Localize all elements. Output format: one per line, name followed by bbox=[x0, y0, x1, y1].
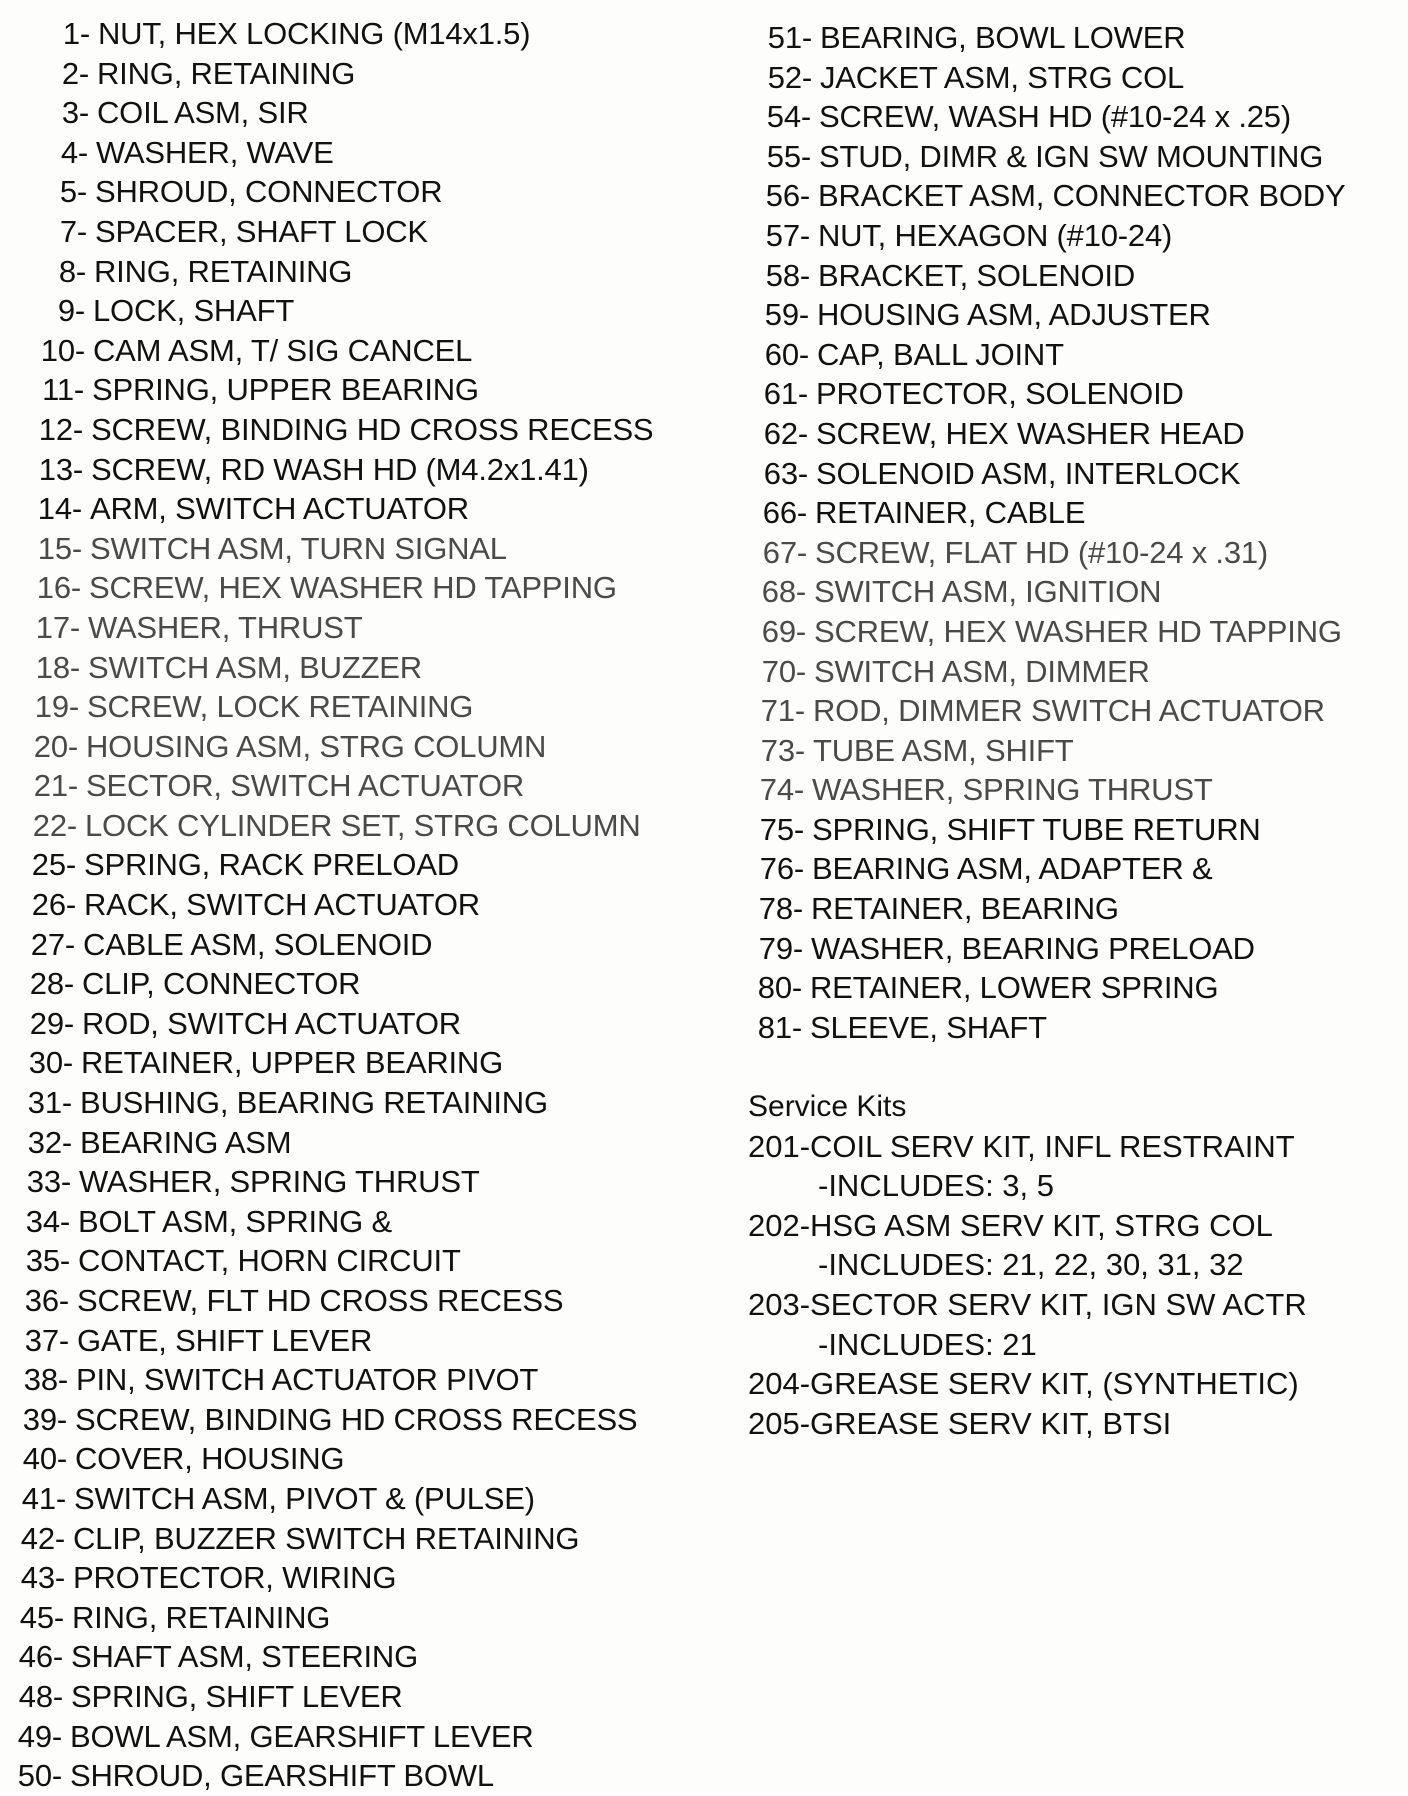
part-row bbox=[748, 968, 1398, 1008]
part-description: BRACKET ASM, CONNECTOR BODY bbox=[818, 178, 1346, 214]
service-kit-description: COIL SERV KIT, INFL RESTRAINT bbox=[810, 1128, 1295, 1164]
part-number: 49- bbox=[17, 1718, 62, 1754]
part-description: PROTECTOR, WIRING bbox=[73, 1560, 397, 1596]
part-row bbox=[14, 252, 734, 292]
part-number: 3- bbox=[61, 95, 89, 131]
part-number: 31- bbox=[27, 1085, 72, 1121]
part-number: 18- bbox=[35, 649, 80, 685]
part-row bbox=[748, 770, 1398, 810]
part-description: GATE, SHIFT LEVER bbox=[77, 1322, 373, 1358]
part-row bbox=[14, 648, 734, 688]
part-number: 5- bbox=[59, 174, 87, 210]
part-description: RETAINER, UPPER BEARING bbox=[81, 1045, 504, 1081]
service-kits-list bbox=[748, 1127, 1398, 1444]
part-description: BRACKET, SOLENOID bbox=[818, 257, 1136, 293]
part-row bbox=[14, 1400, 734, 1440]
part-row bbox=[14, 1202, 734, 1242]
service-kit-number: 201- bbox=[748, 1128, 811, 1164]
part-description: NUT, HEXAGON (#10-24) bbox=[818, 217, 1173, 253]
part-description: WASHER, SPRING THRUST bbox=[79, 1164, 480, 1200]
part-number: 56- bbox=[765, 178, 810, 214]
part-description: BEARING ASM bbox=[80, 1124, 292, 1160]
part-description: NUT, HEX LOCKING (M14x1.5) bbox=[98, 16, 531, 51]
part-row bbox=[748, 454, 1398, 494]
part-row bbox=[14, 1281, 734, 1321]
part-row bbox=[14, 766, 734, 806]
part-number: 36- bbox=[24, 1283, 69, 1318]
part-description: BOWL ASM, GEARSHIFT LEVER bbox=[70, 1718, 534, 1754]
part-number: 10- bbox=[40, 332, 85, 368]
part-description: SCREW, FLT HD CROSS RECESS bbox=[77, 1283, 564, 1318]
part-description: CAP, BALL JOINT bbox=[817, 336, 1064, 372]
part-row bbox=[748, 810, 1398, 850]
service-kit-number: 203- bbox=[748, 1287, 811, 1322]
right-parts-column bbox=[748, 18, 1398, 1443]
part-number: 39- bbox=[22, 1401, 67, 1437]
right-parts-list bbox=[748, 18, 1398, 1047]
part-row bbox=[14, 727, 734, 767]
part-description: SOLENOID ASM, INTERLOCK bbox=[816, 455, 1241, 491]
part-number: 1- bbox=[62, 16, 90, 51]
part-number: 38- bbox=[23, 1362, 68, 1398]
part-description: HOUSING ASM, ADJUSTER bbox=[817, 297, 1211, 333]
part-description: WASHER, THRUST bbox=[88, 609, 363, 645]
part-row bbox=[14, 489, 734, 529]
part-description: HOUSING ASM, STRG COLUMN bbox=[86, 728, 547, 764]
part-number: 33- bbox=[26, 1164, 71, 1200]
part-number: 50- bbox=[17, 1758, 62, 1794]
part-number: 46- bbox=[18, 1639, 63, 1675]
part-row bbox=[14, 172, 734, 212]
part-row bbox=[14, 410, 734, 450]
left-parts-column bbox=[14, 14, 734, 1796]
part-description: RING, RETAINING bbox=[97, 55, 356, 91]
part-row bbox=[14, 450, 734, 490]
part-description: SECTOR, SWITCH ACTUATOR bbox=[86, 768, 525, 804]
service-kit-row bbox=[748, 1206, 1398, 1246]
part-number: 61- bbox=[763, 376, 808, 412]
part-row bbox=[14, 14, 734, 54]
part-description: RACK, SWITCH ACTUATOR bbox=[84, 887, 480, 923]
part-row bbox=[14, 964, 734, 1004]
part-number: 74- bbox=[759, 772, 804, 808]
part-description: RETAINER, LOWER SPRING bbox=[810, 970, 1219, 1006]
part-number: 62- bbox=[763, 415, 808, 451]
part-row bbox=[14, 1479, 734, 1519]
part-number: 57- bbox=[765, 217, 810, 253]
part-row bbox=[14, 1637, 734, 1677]
part-row bbox=[748, 929, 1398, 969]
part-description: SWITCH ASM, IGNITION bbox=[814, 574, 1162, 610]
part-row bbox=[748, 374, 1398, 414]
service-kits-heading: Service Kits bbox=[748, 1090, 907, 1124]
part-number: 17- bbox=[35, 609, 80, 645]
part-description: BEARING, BOWL LOWER bbox=[820, 20, 1186, 55]
part-number: 7- bbox=[59, 213, 87, 249]
part-row bbox=[14, 1241, 734, 1281]
part-number: 60- bbox=[764, 336, 809, 372]
part-row bbox=[14, 93, 734, 133]
part-description: SPRING, SHIFT LEVER bbox=[71, 1678, 403, 1714]
part-number: 69- bbox=[761, 613, 806, 649]
part-number: 13- bbox=[38, 451, 83, 487]
part-description: JACKET ASM, STRG COL bbox=[820, 59, 1185, 95]
part-row bbox=[14, 1519, 734, 1559]
part-number: 68- bbox=[761, 574, 806, 610]
part-row bbox=[748, 1008, 1398, 1048]
part-number: 2- bbox=[61, 55, 89, 91]
part-number: 48- bbox=[18, 1678, 63, 1714]
part-row bbox=[14, 212, 734, 252]
part-number: 32- bbox=[27, 1124, 72, 1160]
part-row bbox=[14, 54, 734, 94]
part-row bbox=[748, 335, 1398, 375]
part-description: BEARING ASM, ADAPTER & bbox=[812, 851, 1213, 887]
part-description: SPRING, RACK PRELOAD bbox=[84, 847, 459, 883]
part-number: 80- bbox=[757, 970, 802, 1006]
part-number: 26- bbox=[31, 887, 76, 923]
part-row bbox=[748, 414, 1398, 454]
part-number: 78- bbox=[758, 891, 803, 927]
part-number: 19- bbox=[34, 689, 79, 725]
part-number: 22- bbox=[32, 807, 77, 843]
part-number: 54- bbox=[766, 99, 811, 135]
part-number: 16- bbox=[36, 570, 81, 606]
service-kit-row bbox=[748, 1364, 1398, 1404]
part-number: 75- bbox=[759, 811, 804, 847]
part-number: 25- bbox=[31, 847, 76, 883]
part-number: 42- bbox=[20, 1520, 65, 1556]
part-row bbox=[14, 1717, 734, 1757]
part-description: SCREW, BINDING HD CROSS RECESS bbox=[75, 1401, 638, 1437]
part-description: WASHER, SPRING THRUST bbox=[812, 772, 1213, 808]
part-row bbox=[748, 493, 1398, 533]
service-kit-description: SECTOR SERV KIT, IGN SW ACTR bbox=[810, 1287, 1307, 1322]
part-description: ROD, SWITCH ACTUATOR bbox=[82, 1005, 461, 1041]
part-number: 81- bbox=[757, 1009, 802, 1045]
service-kit-number: 202- bbox=[748, 1207, 811, 1243]
part-description: COIL ASM, SIR bbox=[97, 95, 309, 131]
part-description: SPACER, SHAFT LOCK bbox=[95, 213, 428, 249]
service-kit-description: HSG ASM SERV KIT, STRG COL bbox=[810, 1207, 1273, 1243]
part-description: CONTACT, HORN CIRCUIT bbox=[78, 1243, 461, 1279]
service-kit-includes: -INCLUDES: 21, 22, 30, 31, 32 bbox=[818, 1247, 1244, 1283]
part-row bbox=[748, 58, 1398, 98]
part-row bbox=[14, 529, 734, 569]
part-number: 37- bbox=[24, 1322, 69, 1358]
part-row bbox=[14, 925, 734, 965]
part-row bbox=[14, 370, 734, 410]
part-description: STUD, DIMR & IGN SW MOUNTING bbox=[819, 138, 1324, 174]
part-description: SLEEVE, SHAFT bbox=[810, 1009, 1047, 1045]
part-number: 79- bbox=[758, 930, 803, 966]
part-row bbox=[748, 849, 1398, 889]
part-row bbox=[14, 1439, 734, 1479]
part-number: 58- bbox=[765, 257, 810, 293]
part-description: CAM ASM, T/ SIG CANCEL bbox=[93, 332, 473, 368]
service-kit-includes: -INCLUDES: 3, 5 bbox=[818, 1168, 1055, 1204]
part-number: 15- bbox=[37, 530, 82, 566]
part-number: 27- bbox=[30, 926, 75, 962]
part-description: PIN, SWITCH ACTUATOR PIVOT bbox=[76, 1362, 539, 1398]
part-number: 55- bbox=[766, 138, 811, 174]
part-description: SWITCH ASM, TURN SIGNAL bbox=[90, 530, 507, 566]
part-row bbox=[14, 845, 734, 885]
part-row bbox=[14, 133, 734, 173]
part-description: TUBE ASM, SHIFT bbox=[813, 732, 1074, 768]
service-kit-number: 205- bbox=[748, 1405, 811, 1441]
part-row bbox=[14, 1360, 734, 1400]
service-kit-includes: -INCLUDES: 21 bbox=[818, 1326, 1037, 1362]
part-description: SHROUD, CONNECTOR bbox=[95, 174, 443, 210]
part-number: 9- bbox=[57, 293, 85, 329]
service-kit-description: GREASE SERV KIT, (SYNTHETIC) bbox=[810, 1366, 1299, 1402]
part-description: CABLE ASM, SOLENOID bbox=[83, 926, 433, 962]
part-number: 63- bbox=[763, 455, 808, 491]
part-row bbox=[14, 1083, 734, 1123]
part-description: SCREW, LOCK RETAINING bbox=[87, 689, 474, 725]
part-row bbox=[748, 216, 1398, 256]
part-row bbox=[14, 687, 734, 727]
part-number: 30- bbox=[28, 1045, 73, 1081]
part-number: 14- bbox=[37, 491, 82, 527]
part-number: 35- bbox=[25, 1243, 70, 1279]
part-row bbox=[14, 1043, 734, 1083]
part-description: CLIP, BUZZER SWITCH RETAINING bbox=[73, 1520, 580, 1556]
part-description: BUSHING, BEARING RETAINING bbox=[80, 1085, 548, 1121]
part-number: 51- bbox=[767, 20, 812, 55]
part-number: 4- bbox=[60, 134, 88, 170]
part-number: 41- bbox=[21, 1480, 66, 1516]
part-description: SCREW, HEX WASHER HD TAPPING bbox=[89, 570, 617, 606]
part-row bbox=[14, 1321, 734, 1361]
part-number: 43- bbox=[20, 1560, 65, 1596]
part-number: 73- bbox=[760, 732, 805, 768]
part-description: WASHER, WAVE bbox=[96, 134, 334, 170]
part-description: SPRING, SHIFT TUBE RETURN bbox=[812, 811, 1261, 847]
part-description: LOCK CYLINDER SET, STRG COLUMN bbox=[85, 807, 641, 843]
part-row bbox=[748, 256, 1398, 296]
part-description: SCREW, RD WASH HD (M4.2x1.41) bbox=[91, 451, 589, 487]
part-description: RING, RETAINING bbox=[94, 253, 353, 289]
part-number: 70- bbox=[761, 653, 806, 689]
part-description: CLIP, CONNECTOR bbox=[82, 966, 361, 1002]
part-row bbox=[748, 889, 1398, 929]
part-row bbox=[14, 608, 734, 648]
part-row bbox=[748, 731, 1398, 771]
part-row bbox=[748, 295, 1398, 335]
part-description: SWITCH ASM, BUZZER bbox=[88, 649, 422, 685]
part-number: 21- bbox=[33, 768, 78, 804]
part-description: BOLT ASM, SPRING & bbox=[78, 1203, 392, 1239]
part-number: 20- bbox=[33, 728, 78, 764]
part-number: 45- bbox=[19, 1599, 64, 1635]
part-description: RETAINER, CABLE bbox=[815, 495, 1086, 531]
part-description: SHAFT ASM, STEERING bbox=[71, 1639, 419, 1675]
part-number: 40- bbox=[22, 1441, 67, 1477]
part-description: ARM, SWITCH ACTUATOR bbox=[90, 491, 469, 527]
part-row bbox=[14, 1123, 734, 1163]
part-number: 52- bbox=[767, 59, 812, 95]
part-row bbox=[748, 137, 1398, 177]
part-row bbox=[14, 1598, 734, 1638]
part-row bbox=[748, 572, 1398, 612]
part-description: SWITCH ASM, PIVOT & (PULSE) bbox=[74, 1480, 535, 1516]
service-kit-row bbox=[748, 1127, 1398, 1167]
part-number: 28- bbox=[29, 966, 74, 1002]
part-row bbox=[14, 1677, 734, 1717]
part-row bbox=[748, 176, 1398, 216]
part-description: LOCK, SHAFT bbox=[93, 293, 295, 329]
part-description: ROD, DIMMER SWITCH ACTUATOR bbox=[813, 693, 1325, 729]
part-row bbox=[14, 1162, 734, 1202]
part-description: SCREW, HEX WASHER HD TAPPING bbox=[814, 613, 1342, 649]
service-kit-row bbox=[748, 1285, 1398, 1325]
part-row bbox=[14, 1756, 734, 1796]
part-description: WASHER, BEARING PRELOAD bbox=[811, 930, 1255, 966]
part-number: 76- bbox=[759, 851, 804, 887]
part-description: SCREW, BINDING HD CROSS RECESS bbox=[91, 411, 654, 447]
part-number: 34- bbox=[25, 1203, 70, 1239]
part-number: 29- bbox=[29, 1005, 74, 1041]
part-row bbox=[748, 691, 1398, 731]
part-number: 12- bbox=[38, 411, 83, 447]
service-kit-row bbox=[748, 1404, 1398, 1444]
part-row bbox=[14, 806, 734, 846]
part-row bbox=[14, 331, 734, 371]
part-number: 66- bbox=[762, 495, 807, 531]
part-row bbox=[748, 533, 1398, 573]
part-description: SCREW, WASH HD (#10-24 x .25) bbox=[819, 99, 1291, 135]
part-row bbox=[748, 612, 1398, 652]
part-description: RETAINER, BEARING bbox=[811, 891, 1119, 927]
part-description: SCREW, HEX WASHER HEAD bbox=[816, 415, 1245, 451]
part-row bbox=[14, 568, 734, 608]
part-number: 8- bbox=[58, 253, 86, 289]
part-row bbox=[748, 652, 1398, 692]
part-description: COVER, HOUSING bbox=[75, 1441, 345, 1477]
part-number: 67- bbox=[762, 534, 807, 570]
service-kit-number: 204- bbox=[748, 1366, 811, 1402]
part-number: 71- bbox=[760, 693, 805, 729]
part-row bbox=[14, 291, 734, 331]
part-row bbox=[14, 1558, 734, 1598]
part-description: RING, RETAINING bbox=[72, 1599, 331, 1635]
part-row bbox=[748, 97, 1398, 137]
part-row bbox=[748, 18, 1398, 58]
part-description: SWITCH ASM, DIMMER bbox=[814, 653, 1150, 689]
service-kit-description: GREASE SERV KIT, BTSI bbox=[810, 1405, 1172, 1441]
part-description: SHROUD, GEARSHIFT BOWL bbox=[70, 1758, 494, 1794]
part-description: SCREW, FLAT HD (#10-24 x .31) bbox=[815, 534, 1269, 570]
part-row bbox=[14, 885, 734, 925]
part-number: 11- bbox=[42, 372, 84, 408]
part-description: PROTECTOR, SOLENOID bbox=[816, 376, 1184, 412]
part-description: SPRING, UPPER BEARING bbox=[92, 372, 479, 408]
part-number: 59- bbox=[764, 297, 809, 333]
part-row bbox=[14, 1004, 734, 1044]
